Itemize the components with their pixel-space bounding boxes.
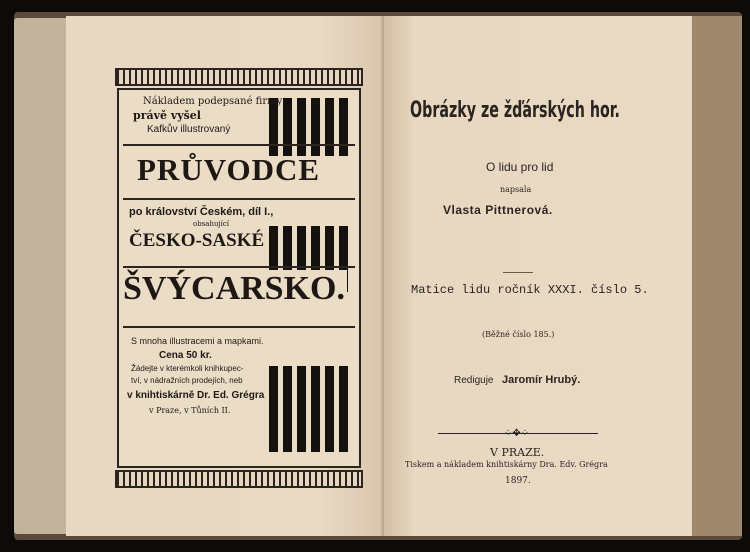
- ad-order-line2: tví, v nádražních prodejích, neb: [131, 376, 243, 385]
- ad-subtitle: ČESKO-SASKÉ: [129, 230, 265, 251]
- author-name: Vlasta Pittnerová.: [443, 203, 553, 217]
- divider: [503, 272, 533, 273]
- year: 1897.: [505, 476, 531, 486]
- ad-guide-author: Kafkův illustrovaný: [147, 124, 231, 135]
- book-title: Obrázky ze žďárských hor.: [410, 98, 620, 123]
- book-edge-left: [14, 18, 66, 534]
- book-subtitle: O lidu pro lid: [486, 160, 554, 174]
- running-number: (Běžné číslo 185.): [482, 330, 555, 339]
- ad-guide-title: PRŮVODCE: [137, 152, 321, 187]
- place: V PRAZE.: [490, 446, 545, 459]
- ad-price: Cena 50 kr.: [159, 350, 212, 361]
- ad-illustrations: S mnoha illustracemi a mapkami.: [131, 336, 264, 346]
- divider: [123, 198, 355, 200]
- advertisement: [115, 68, 363, 488]
- wrote-label: napsala: [500, 185, 532, 194]
- ad-publisher-note: Nákladem podepsané firmy: [143, 96, 283, 107]
- editor-label: Rediguje: [454, 375, 494, 386]
- ornamental-border-top: [115, 68, 363, 86]
- decorative-bars: [269, 366, 353, 452]
- divider: [123, 326, 355, 328]
- ad-region-line: po království Českém, díl I.,: [129, 206, 274, 218]
- ad-main-title: ŠVÝCARSKO.: [123, 270, 345, 307]
- ad-printer: v knihtiskárně Dr. Ed. Grégra: [127, 390, 265, 401]
- imprint: Tiskem a nákladem knihtiskárny Dra. Edv. Grégra: [405, 460, 608, 469]
- ad-order-line1: Žádejte v kterémkoli knihkupec-: [131, 364, 244, 373]
- book-edge-right: [692, 16, 742, 536]
- ad-contains: obsahující: [193, 220, 230, 228]
- divider: [123, 266, 355, 268]
- divider: [123, 144, 355, 146]
- ad-address: v Praze, v Tůních II.: [149, 406, 231, 415]
- editor-name: Jaromír Hrubý.: [502, 374, 581, 386]
- advertisement-box: [117, 88, 361, 468]
- series-info: Matice lidu ročník XXXI. číslo 5.: [411, 283, 649, 297]
- ornament-glyph: ⁘✥⁘: [504, 428, 530, 439]
- ad-just-published: právě vyšel: [133, 109, 201, 122]
- ornament-divider: [438, 430, 598, 438]
- ornamental-border-bottom: [115, 470, 363, 488]
